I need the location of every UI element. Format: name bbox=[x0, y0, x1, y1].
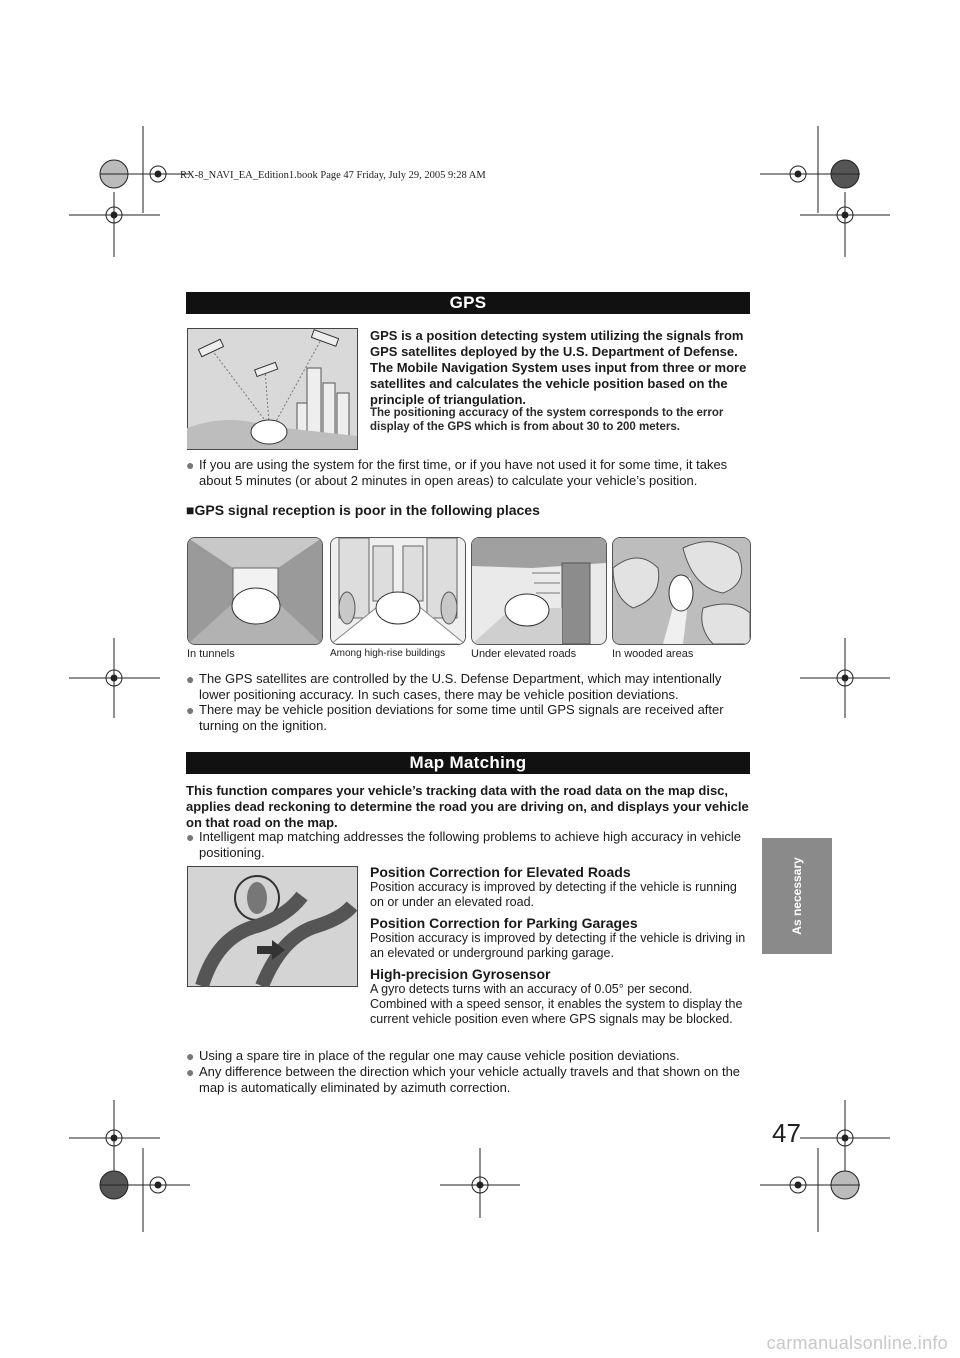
bullet-text: If you are using the system for the first time, or if you have not used it for some time, it takes about 5 minutes (or about 2 minutes in open areas) to calculate your vehicle’s position. bbox=[199, 457, 728, 488]
feature-text-elevated: Position accuracy is improved by detecting if the vehicle is running on or under an elevated road. bbox=[370, 880, 737, 909]
bullet-dot: ● bbox=[186, 671, 195, 687]
poor-reception-heading-text: GPS signal reception is poor in the following places bbox=[194, 502, 540, 518]
bullet-dot: ● bbox=[186, 702, 195, 718]
file-info-line: RX-8_NAVI_EA_Edition1.book Page 47 Friday, July 29, 2005 9:28 AM bbox=[180, 170, 486, 181]
page-number: 47 bbox=[772, 1118, 801, 1148]
bullet-dot: ● bbox=[186, 1064, 195, 1080]
feature-text-parking: Position accuracy is improved by detecting if the vehicle is driving in an elevated or underground parking garage. bbox=[370, 931, 746, 960]
bullet-dot: ● bbox=[186, 1048, 195, 1064]
bullet-defense-dept bbox=[186, 671, 750, 703]
gps-section-title: GPS bbox=[186, 292, 750, 314]
bullet-azimuth bbox=[186, 1064, 750, 1096]
poor-reception-heading bbox=[186, 502, 540, 518]
watermark: carmanualsonline.info bbox=[766, 1333, 948, 1353]
side-tab-label: As necessary bbox=[790, 857, 804, 935]
bullet-text: Any difference between the direction which your vehicle actually travels and that shown on the map is automatically eliminated by azimuth correction. bbox=[199, 1064, 741, 1095]
bullet-dot: ● bbox=[186, 457, 195, 473]
bullet-ignition bbox=[186, 702, 750, 734]
caption-tunnels: In tunnels bbox=[187, 648, 235, 660]
gyrosensor-illustration bbox=[187, 866, 358, 987]
feature-title-gyro: High-precision Gyrosensor bbox=[370, 966, 551, 982]
bullet-intelligent bbox=[186, 829, 750, 861]
bullet-text: There may be vehicle position deviations for some time until GPS signals are received after turning on the ignition. bbox=[199, 702, 724, 733]
map-matching-intro: This function compares your vehicle’s tracking data with the road data on the map disc, applies dead reckoning to determine the road you are driving on, and displays your vehicle on that road on the map. bbox=[186, 783, 749, 830]
bullet-text: The GPS satellites are controlled by the U.S. Defense Department, which may intentionally lower positioning accuracy. In such cases, there may be vehicle position deviations. bbox=[199, 671, 722, 702]
wooded-area-illustration bbox=[612, 537, 751, 645]
square-bullet-icon: ■ bbox=[186, 502, 195, 518]
bullet-first-use bbox=[186, 457, 750, 489]
feature-text-gyro: A gyro detects turns with an accuracy of 0.05° per second. Combined with a speed sensor, it enables the system to display the current vehicle position even where GPS signals may be blocked. bbox=[370, 982, 743, 1026]
side-tab[interactable] bbox=[762, 838, 832, 954]
tunnel-illustration bbox=[187, 537, 323, 645]
bullet-dot: ● bbox=[186, 829, 195, 845]
gps-intro: GPS is a position detecting system utilizing the signals from GPS satellites deployed by the U.S. Department of Defense. The Mobile Navigation System uses input from three or more satellites and calculates the vehicle position based on the principle of triangulation. bbox=[370, 328, 747, 407]
elevated-road-illustration bbox=[471, 537, 607, 645]
caption-high-rise: Among high-rise buildings bbox=[330, 648, 446, 659]
feature-title-parking: Position Correction for Parking Garages bbox=[370, 915, 638, 931]
gps-accuracy-note: The positioning accuracy of the system corresponds to the error display of the GPS which is from about 30 to 200 meters. bbox=[370, 407, 724, 433]
features-list bbox=[370, 864, 750, 1027]
gps-satellite-illustration bbox=[187, 328, 358, 450]
bullet-spare-tire bbox=[186, 1048, 750, 1064]
bullet-text: Using a spare tire in place of the regular one may cause vehicle position deviations. bbox=[199, 1048, 680, 1063]
map-matching-section-title: Map Matching bbox=[186, 752, 750, 774]
feature-title-elevated: Position Correction for Elevated Roads bbox=[370, 864, 631, 880]
high-rise-illustration bbox=[330, 537, 466, 645]
bullet-text: Intelligent map matching addresses the following problems to achieve high accuracy in vehicle positioning. bbox=[199, 829, 741, 860]
caption-wooded-areas: In wooded areas bbox=[612, 648, 694, 660]
caption-elevated-roads: Under elevated roads bbox=[471, 648, 577, 660]
